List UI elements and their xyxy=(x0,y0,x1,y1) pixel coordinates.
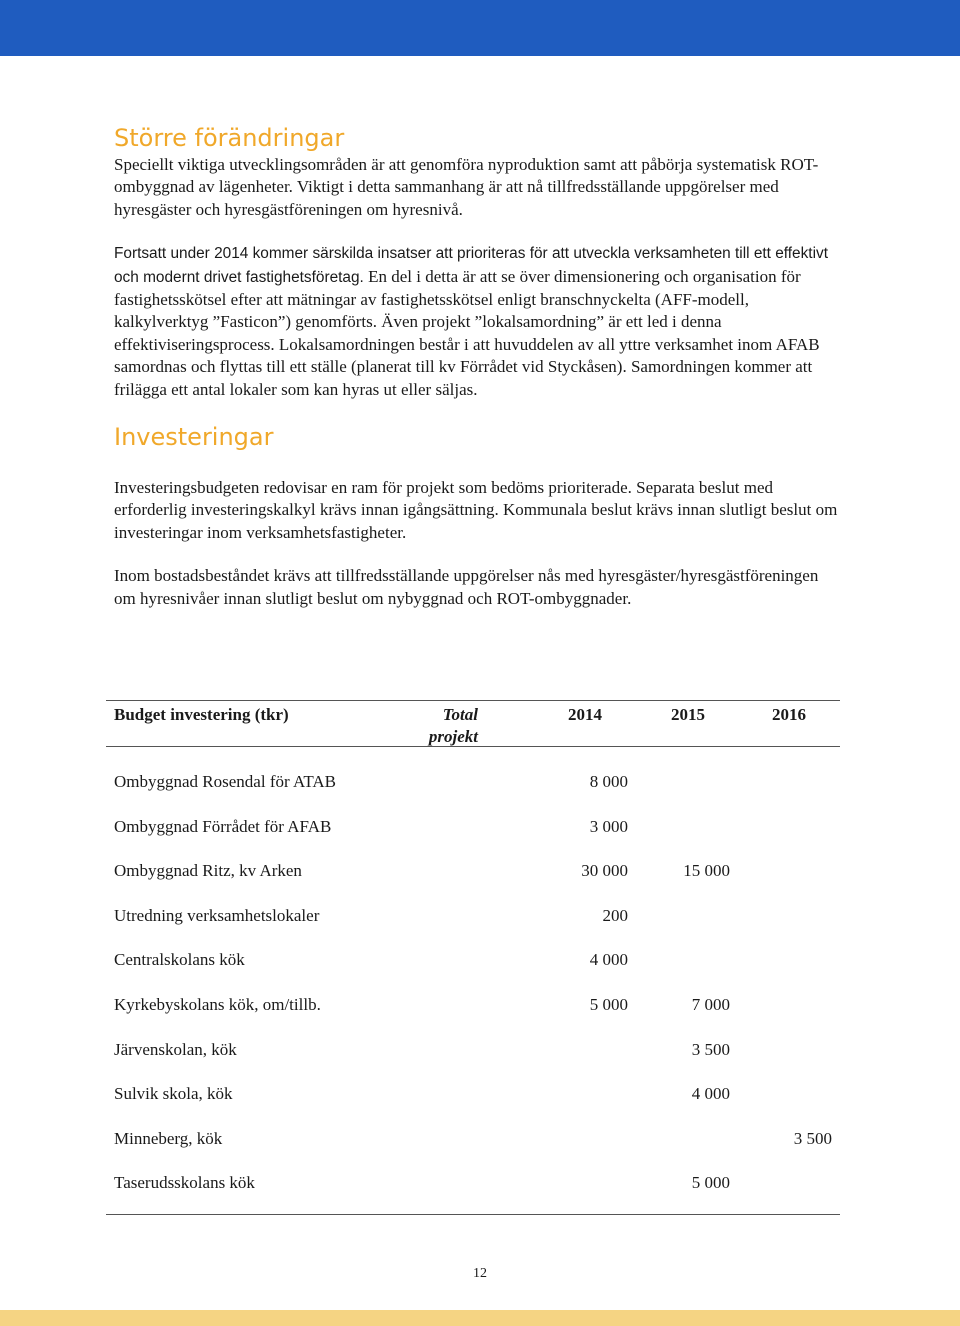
row-value-2014: 8 000 xyxy=(589,772,628,791)
section-heading-investeringar: Investeringar xyxy=(114,423,274,452)
bottom-color-band xyxy=(0,1310,960,1326)
paragraph-investment-budget: Investeringsbudgeten redovisar en ram för projekt som bedöms prioriterade. Separata beslut med erforderlig investeringskalkyl krävs innan igångsättning. Kommunala beslut krävs innan slutligt beslut om investeringar inom verksamhetsfastigheter. xyxy=(114,478,838,542)
budget-table xyxy=(106,700,840,1217)
table-row xyxy=(106,949,840,994)
row-value-2014: 4 000 xyxy=(589,950,628,970)
table-row xyxy=(106,816,840,861)
table-row xyxy=(106,1039,840,1084)
table-row xyxy=(106,994,840,1039)
table-row xyxy=(106,1172,840,1217)
row-label: Minneberg, kök xyxy=(114,1128,223,1148)
table-body xyxy=(106,771,840,1217)
section-heading-storre-forandringar: Större förändringar xyxy=(114,124,345,152)
header-total-line1: Total xyxy=(442,705,478,724)
table-row xyxy=(106,1128,840,1173)
table-header-rule xyxy=(106,746,840,747)
table-row xyxy=(106,1083,840,1128)
row-label: Utredning verksamhetslokaler xyxy=(114,905,320,925)
row-label: Ombyggnad Rosendal för ATAB xyxy=(114,772,336,791)
table-bottom-rule xyxy=(106,1214,840,1215)
row-value-2015: 15 000 xyxy=(683,861,730,881)
row-label: Ombyggnad Förrådet för AFAB xyxy=(114,816,332,836)
paragraph-housing-stock: Inom bostadsbeståndet krävs att tillfredsställande uppgörelser nås med hyresgäster/hyresgästföreningen om hyresnivåer innan slutligt beslut om nybyggnad och ROT-ombyggnader. xyxy=(114,566,819,608)
header-label: Budget investering (tkr) xyxy=(114,705,289,724)
header-total xyxy=(406,704,478,748)
header-2015: 2015 xyxy=(671,705,705,724)
table-header-row xyxy=(106,701,840,747)
table-row xyxy=(106,905,840,950)
paragraph-efficiency xyxy=(114,242,844,401)
row-value-2014: 3 000 xyxy=(589,816,628,836)
header-2016: 2016 xyxy=(772,705,806,724)
header-2014: 2014 xyxy=(568,705,602,724)
row-value-2015: 4 000 xyxy=(691,1084,730,1104)
table-row xyxy=(106,860,840,905)
row-value-2016: 3 500 xyxy=(793,1128,832,1148)
row-label: Järvenskolan, kök xyxy=(114,1039,237,1059)
row-value-2015: 3 500 xyxy=(691,1039,730,1059)
row-label: Kyrkebyskolans kök, om/tillb. xyxy=(114,994,321,1014)
row-value-2014: 5 000 xyxy=(589,994,628,1014)
row-value-2014: 30 000 xyxy=(581,861,628,881)
header-total-line2: projekt xyxy=(428,727,478,746)
row-label: Centralskolans kök xyxy=(114,950,245,970)
row-label: Taserudsskolans kök xyxy=(114,1173,255,1193)
row-value-2014: 200 xyxy=(602,905,628,925)
row-value-2015: 5 000 xyxy=(691,1173,730,1193)
paragraph-efficiency-serif-part: En del i detta är att se över dimensionering och organisation för fastighetsskötsel efter att mätningar av fastighetsskötsel enligt branschnyckelta (AFF-modell, kalkylverktyg ”Fasticon”) genomförts. Även projekt ”lokalsamordning” är ett led i denna effektiviseringsprocess. Lokalsamordningen består i att huvuddelen av all yttre verksamhet inom AFAB samordnas och flyttas till ett ställe (planerat till kv Förrådet vid Styckåsen). Samordningen kommer att frilägga ett antal lokaler som kan hyras ut eller säljas. xyxy=(114,266,820,399)
row-label: Ombyggnad Ritz, kv Arken xyxy=(114,861,302,881)
top-color-band xyxy=(0,0,960,56)
paragraph-development-areas: Speciellt viktiga utvecklingsområden är att genomföra nyproduktion samt att påbörja systematisk ROT-ombyggnad av lägenheter. Viktigt i detta sammanhang är att nå tillfredsställande uppgörelser med hyresgäster och hyresgästföreningen om hyresnivå. xyxy=(114,155,819,219)
table-row xyxy=(106,771,840,816)
paragraph-efficiency-sans-part: Fortsatt under 2014 kommer särskilda insatser att prioriteras för att utveckla verksamheten till ett effektivt och modernt drivet fastighetsföretag. xyxy=(114,245,828,286)
row-label: Sulvik skola, kök xyxy=(114,1084,233,1104)
row-value-2015: 7 000 xyxy=(691,994,730,1014)
document-body xyxy=(114,124,844,631)
page-number: 12 xyxy=(473,1266,487,1281)
